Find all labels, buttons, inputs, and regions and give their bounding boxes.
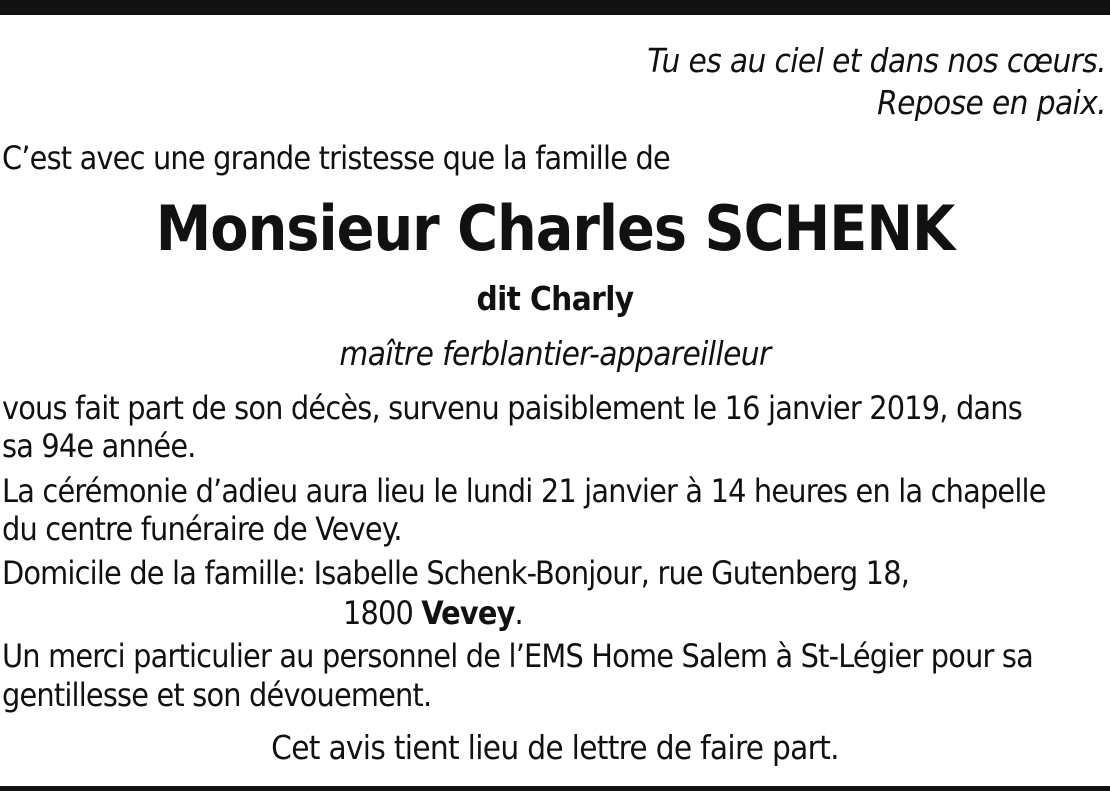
domicile-city-line: [343, 594, 523, 632]
closing-text: Cet avis tient lieu de lettre de faire part.: [271, 728, 839, 767]
domicile-period: .: [514, 594, 523, 632]
announcement-line-2: sa 94e année.: [2, 427, 196, 465]
domicile-line: [2, 554, 910, 592]
deceased-nickname: dit Charly: [476, 279, 634, 318]
ceremony-line-1: La cérémonie d’adieu aura lieu le lundi 21 janvier à 14 heures en la chapelle: [2, 472, 1046, 510]
epigraph-line-2: Repose en paix.: [877, 83, 1106, 122]
domicile-address: Isabelle Schenk-Bonjour, rue Gutenberg 18,: [313, 554, 910, 592]
bottom-rule: [0, 786, 1110, 791]
intro-text: C’est avec une grande tristesse que la famille de: [2, 139, 670, 177]
domicile-postal-code: 1800: [343, 594, 414, 632]
thanks-line-1: Un merci particulier au personnel de l’EMS Home Salem à St-Légier pour sa: [2, 637, 1033, 675]
epigraph-line-1: Tu es au ciel et dans nos cœurs.: [647, 41, 1106, 80]
deceased-name: Monsieur Charles SCHENK: [155, 192, 955, 265]
top-rule: [0, 0, 1110, 15]
announcement-line-1: vous fait part de son décès, survenu paisiblement le 16 janvier 2019, dans: [2, 389, 1022, 427]
ceremony-line-2: du centre funéraire de Vevey.: [2, 510, 402, 548]
deceased-profession: maître ferblantier-appareilleur: [339, 334, 771, 373]
domicile-city: Vevey: [421, 594, 515, 632]
thanks-line-2: gentillesse et son dévouement.: [2, 676, 432, 714]
domicile-label: Domicile de la famille:: [2, 554, 306, 592]
